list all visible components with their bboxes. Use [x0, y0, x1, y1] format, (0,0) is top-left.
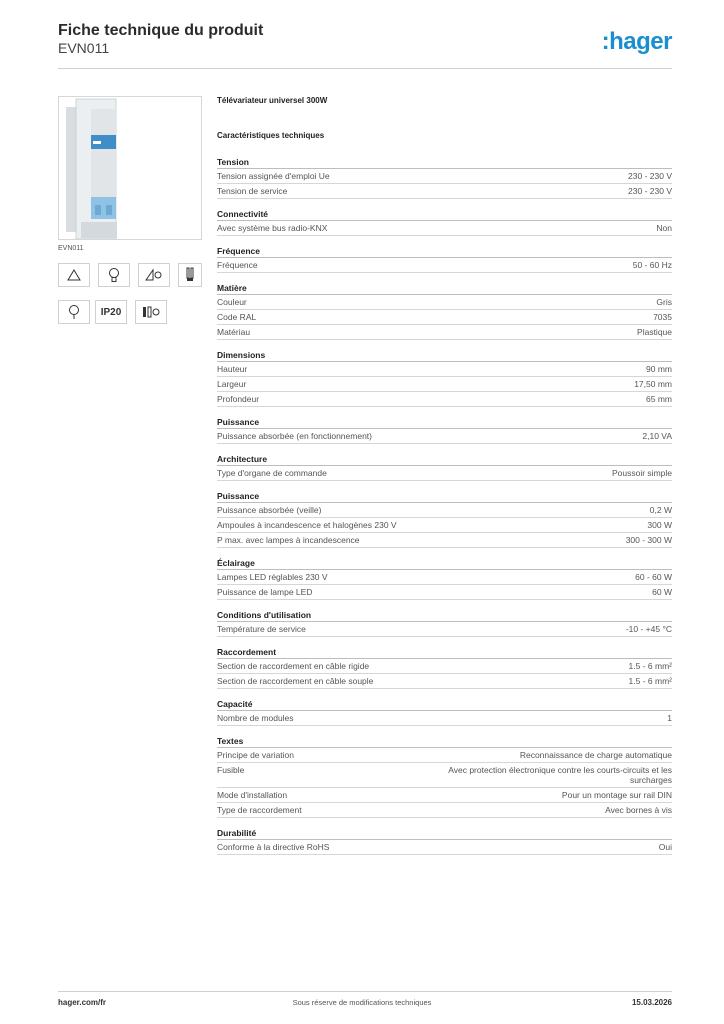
spec-row	[217, 674, 672, 689]
spec-section	[217, 208, 672, 236]
spec-row	[217, 533, 672, 548]
product-image	[58, 96, 202, 240]
spec-value: Poussoir simple	[612, 468, 672, 478]
section-title: Conditions d'utilisation	[217, 609, 672, 622]
section-title: Éclairage	[217, 557, 672, 570]
footer-website: hager.com/fr	[58, 998, 107, 1007]
spec-value: 0,2 W	[649, 505, 672, 515]
spec-row	[217, 659, 672, 674]
spec-value: 230 - 230 V	[628, 171, 672, 181]
spec-section	[217, 735, 672, 818]
spec-value: 50 - 60 Hz	[632, 260, 672, 270]
spec-label: Section de raccordement en câble souple	[217, 676, 374, 686]
spec-value: 65 mm	[646, 394, 672, 404]
spec-label: Puissance absorbée (veille)	[217, 505, 322, 515]
spec-label: Type d'organe de commande	[217, 468, 327, 478]
spec-row	[217, 466, 672, 481]
spec-label: Couleur	[217, 297, 247, 307]
spec-label: Température de service	[217, 624, 306, 634]
spec-row	[217, 622, 672, 637]
spec-row	[217, 377, 672, 392]
spec-value: 1.5 - 6 mm²	[628, 661, 672, 671]
spec-label: Fusible	[217, 765, 245, 775]
spec-row	[217, 788, 672, 803]
spec-row	[217, 258, 672, 273]
spec-value: 90 mm	[646, 364, 672, 374]
spec-label: Profondeur	[217, 394, 260, 404]
spec-value: Reconnaissance de charge automatique	[519, 750, 672, 760]
spec-label: Section de raccordement en câble rigide	[217, 661, 370, 671]
spec-value: 1.5 - 6 mm²	[628, 676, 672, 686]
spec-sections	[217, 156, 672, 864]
spec-section	[217, 827, 672, 855]
spec-value: Gris	[656, 297, 672, 307]
spec-section	[217, 156, 672, 199]
section-title: Puissance	[217, 490, 672, 503]
spec-row	[217, 748, 672, 763]
footer-divider	[58, 991, 672, 992]
section-title: Raccordement	[217, 646, 672, 659]
section-title: Fréquence	[217, 245, 672, 258]
bulb-icon	[98, 263, 130, 287]
spec-label: Largeur	[217, 379, 247, 389]
spec-section	[217, 282, 672, 340]
spec-label: Nombre de modules	[217, 713, 294, 723]
spec-section	[217, 490, 672, 548]
spec-row	[217, 503, 672, 518]
spec-section	[217, 349, 672, 407]
section-title: Dimensions	[217, 349, 672, 362]
spec-label: Avec système bus radio-KNX	[217, 223, 328, 233]
spec-label: Puissance absorbée (en fonctionnement)	[217, 431, 372, 441]
spec-section	[217, 245, 672, 273]
spec-label: Ampoules à incandescence et halogènes 230 V	[217, 520, 397, 530]
module-icon	[135, 300, 167, 324]
spec-row	[217, 570, 672, 585]
spec-row	[217, 184, 672, 199]
spec-label: Code RAL	[217, 312, 257, 322]
spec-value: 60 W	[652, 587, 672, 597]
spec-row	[217, 310, 672, 325]
spec-row	[217, 711, 672, 726]
spec-label: P max. avec lampes à incandescence	[217, 535, 360, 545]
spec-section	[217, 416, 672, 444]
spec-value: 60 - 60 W	[635, 572, 672, 582]
section-title: Architecture	[217, 453, 672, 466]
spec-value: 230 - 230 V	[628, 186, 672, 196]
hager-logo: :hager	[601, 28, 672, 55]
spec-row	[217, 392, 672, 407]
spec-section	[217, 557, 672, 600]
spec-section	[217, 609, 672, 637]
section-title: Connectivité	[217, 208, 672, 221]
spec-label: Type de raccordement	[217, 805, 302, 815]
spec-value: 17,50 mm	[634, 379, 672, 389]
header-divider	[58, 68, 672, 69]
spec-section	[217, 646, 672, 689]
spec-label: Lampes LED réglables 230 V	[217, 572, 328, 582]
spec-row	[217, 518, 672, 533]
section-title: Capacité	[217, 698, 672, 711]
spec-value: -10 - +45 °C	[625, 624, 672, 634]
spec-row	[217, 295, 672, 310]
spec-value: 2,10 VA	[642, 431, 672, 441]
spec-row	[217, 362, 672, 377]
section-title: Textes	[217, 735, 672, 748]
spec-value: Avec bornes à vis	[605, 805, 672, 815]
spec-value: 300 W	[647, 520, 672, 530]
product-name: Télévariateur universel 300W	[217, 96, 328, 105]
section-title: Durabilité	[217, 827, 672, 840]
spec-row	[217, 169, 672, 184]
spec-row	[217, 429, 672, 444]
characteristics-title: Caractéristiques techniques	[217, 131, 325, 140]
spec-value: Pour un montage sur rail DIN	[561, 790, 672, 800]
spec-value: 7035	[653, 312, 672, 322]
din-module-drawing	[59, 97, 201, 239]
fluo-lamp-icon	[178, 263, 202, 287]
section-title: Matière	[217, 282, 672, 295]
spec-value: Plastique	[637, 327, 672, 337]
spec-label: Fréquence	[217, 260, 258, 270]
dimmer-icon	[138, 263, 170, 287]
footer-date: 15.03.2026	[631, 998, 672, 1007]
spec-row	[217, 325, 672, 340]
spec-row	[217, 840, 672, 855]
spec-label: Tension de service	[217, 186, 288, 196]
spec-value: Oui	[658, 842, 672, 852]
spec-row	[217, 221, 672, 236]
spec-label: Hauteur	[217, 364, 248, 374]
lamp-icon	[58, 300, 90, 324]
spec-value: 300 - 300 W	[625, 535, 672, 545]
spec-label: Mode d'installation	[217, 790, 288, 800]
spec-value: Non	[656, 223, 672, 233]
spec-label: Puissance de lampe LED	[217, 587, 313, 597]
spec-value: 1	[667, 713, 672, 723]
product-reference: EVN011	[58, 40, 110, 56]
spec-label: Conforme à la directive RoHS	[217, 842, 330, 852]
section-title: Tension	[217, 156, 672, 169]
section-title: Puissance	[217, 416, 672, 429]
footer-disclaimer: Sous réserve de modifications techniques	[292, 998, 432, 1007]
spec-row	[217, 803, 672, 818]
spec-label: Matériau	[217, 327, 251, 337]
spec-row	[217, 585, 672, 600]
page-title: Fiche technique du produit	[58, 22, 264, 39]
ip20-badge: IP20	[95, 300, 127, 324]
triangle-icon	[58, 263, 90, 287]
product-image-caption: EVN011	[58, 245, 84, 252]
spec-section	[217, 698, 672, 726]
spec-row	[217, 763, 672, 788]
spec-value: Avec protection électronique contre les courts-circuits et les surcharges	[448, 765, 672, 785]
spec-label: Tension assignée d'emploi Ue	[217, 171, 330, 181]
spec-section	[217, 453, 672, 481]
spec-label: Principe de variation	[217, 750, 295, 760]
